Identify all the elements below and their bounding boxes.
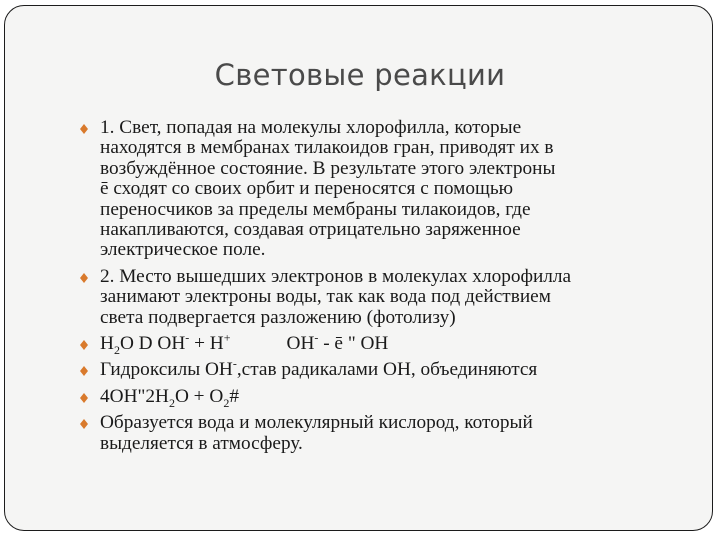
bullet-icon — [80, 124, 88, 129]
bullet-icon — [80, 366, 88, 371]
list-item — [80, 267, 680, 328]
list-item-equation-water — [80, 385, 680, 410]
list-item — [80, 118, 680, 261]
text-line: Образуется вода и молекулярный кислород, который — [100, 412, 533, 434]
bullet-icon — [80, 393, 88, 398]
eq-text: OH — [286, 333, 315, 355]
eq-text: - ē " OH — [318, 333, 389, 355]
eq-subscript: 2 — [168, 395, 175, 410]
text-superscript: - — [232, 357, 237, 372]
text-part: Гидроксилы ОН — [100, 359, 233, 381]
text-line: ē сходят со своих орбит и переносятся с помощью — [100, 178, 514, 200]
eq-text: 4OH"2H — [100, 385, 169, 407]
eq-subscript: 2 — [113, 342, 120, 357]
text-part: ,став радикалами ОН, объединяются — [236, 359, 538, 381]
eq-text: O D OH — [119, 333, 186, 355]
bullet-icon — [80, 340, 88, 345]
text-line: выделяется в атмосферу. — [100, 432, 303, 454]
eq-superscript: - — [314, 330, 319, 345]
eq-text: O + O — [174, 385, 224, 407]
text-line: электрическое поле. — [100, 239, 266, 261]
eq-superscript: + — [223, 330, 231, 345]
eq-text: + H — [189, 333, 224, 355]
bullet-list — [80, 118, 680, 460]
bullet-icon — [80, 419, 88, 424]
text-line: переносчиков за пределы мембраны тилакоидов, где — [100, 198, 531, 220]
eq-superscript: - — [185, 330, 190, 345]
eq-subscript: 2 — [223, 395, 230, 410]
list-item-equation-photolysis — [80, 330, 680, 357]
slide-title: Световые реакции — [214, 58, 506, 92]
text-line: накапливаются, создавая отрицательно заряженное — [100, 219, 521, 241]
text-line: света подвергается разложению (фотолизу) — [100, 306, 456, 328]
bullet-icon — [80, 273, 88, 278]
text-line: 1. Свет, попадая на молекулы хлорофилла, которые — [100, 117, 522, 138]
eq-text: H — [100, 333, 114, 355]
text-line: находятся в мембранах тилакоидов гран, приводят их в — [100, 137, 554, 159]
text-line: занимают электроны воды, так как вода под действием — [100, 286, 551, 308]
text-line — [100, 357, 680, 381]
list-item-hydroxyls — [80, 357, 680, 381]
eq-text: # — [229, 385, 239, 407]
text-line: 2. Место вышедших электронов в молекулах хлорофилла — [100, 265, 572, 287]
list-item — [80, 413, 680, 454]
equation-line — [100, 385, 680, 410]
equation-line — [100, 330, 680, 357]
text-line: возбуждённое состояние. В результате этого электроны — [100, 157, 556, 179]
